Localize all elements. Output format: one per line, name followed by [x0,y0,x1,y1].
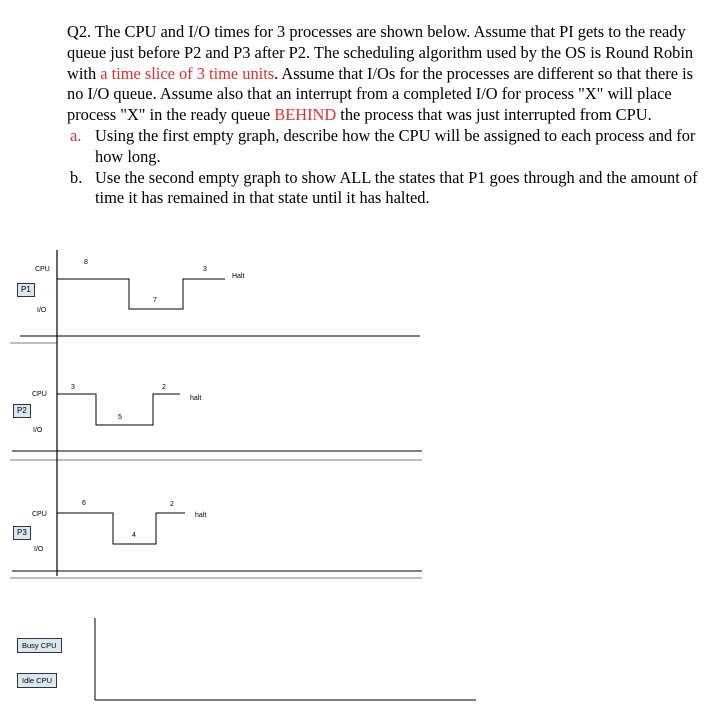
question-part-a [67,126,707,168]
p1-cpu2-burst: 3 [203,266,207,273]
p3-cpu1-burst: 6 [82,500,86,507]
part-b-text: Use the second empty graph to show ALL the states that P1 goes through and the amount of time it has remained in that state until it has halted. [95,167,698,208]
intro-part-3: the process that was just interrupted from CPU. [336,105,652,125]
p3-cpu2-burst: 2 [170,501,174,508]
intro-part-1: Q2. The CPU and I/O times for 3 processes are shown below. Assume that PI gets to the ready queue just before P2 and P3 after P2. The scheduling algorithm used by the OS is Round Robin with [67,22,694,83]
p3-io-label: I/O [34,546,44,553]
busy-cpu-legend: Busy CPU [17,638,62,653]
p1-end-label: Halt [232,273,245,280]
p1-cpu1-burst: 8 [84,259,88,266]
question-part-b [67,168,707,210]
intro-highlight-behind: BEHIND [274,105,337,125]
part-a-text: Using the first empty graph, describe how the CPU will be assigned to each process and for how long. [95,125,696,166]
p2-io-label: I/O [33,427,43,434]
question-parts [67,126,707,209]
question-text [67,22,707,209]
p2-cpu2-burst: 2 [162,384,166,391]
p3-box: P3 [13,526,31,540]
p2-io-burst: 5 [118,414,122,421]
p1-cpu-label: CPU [35,266,50,273]
p2-cpu-label: CPU [32,391,47,398]
p1-box: P1 [17,283,35,297]
p3-waveform [57,513,185,544]
process-timeline-diagram [0,240,723,726]
intro-part-2: . Assume that I/Os for the processes are different so that there is no I/O queue. Assume also that an interrupt from a completed I/O for process "X" will place process "X" in the ready queue [67,63,694,125]
p3-end-label: halt [195,512,207,519]
p1-io-burst: 7 [153,297,157,304]
p3-cpu-label: CPU [32,511,47,518]
p1-waveform [57,279,225,309]
p3-io-burst: 4 [132,532,136,539]
part-a-marker: a. [70,125,82,145]
p2-end-label: halt [190,395,202,402]
question-intro [67,22,707,126]
part-b-marker: b. [70,167,83,187]
p1-io-label: I/O [37,307,47,314]
idle-cpu-legend: Idle CPU [17,673,57,688]
intro-highlight-time-slice: a time slice of 3 time units [100,63,275,83]
p2-cpu1-burst: 3 [71,384,75,391]
p2-box: P2 [13,404,31,418]
